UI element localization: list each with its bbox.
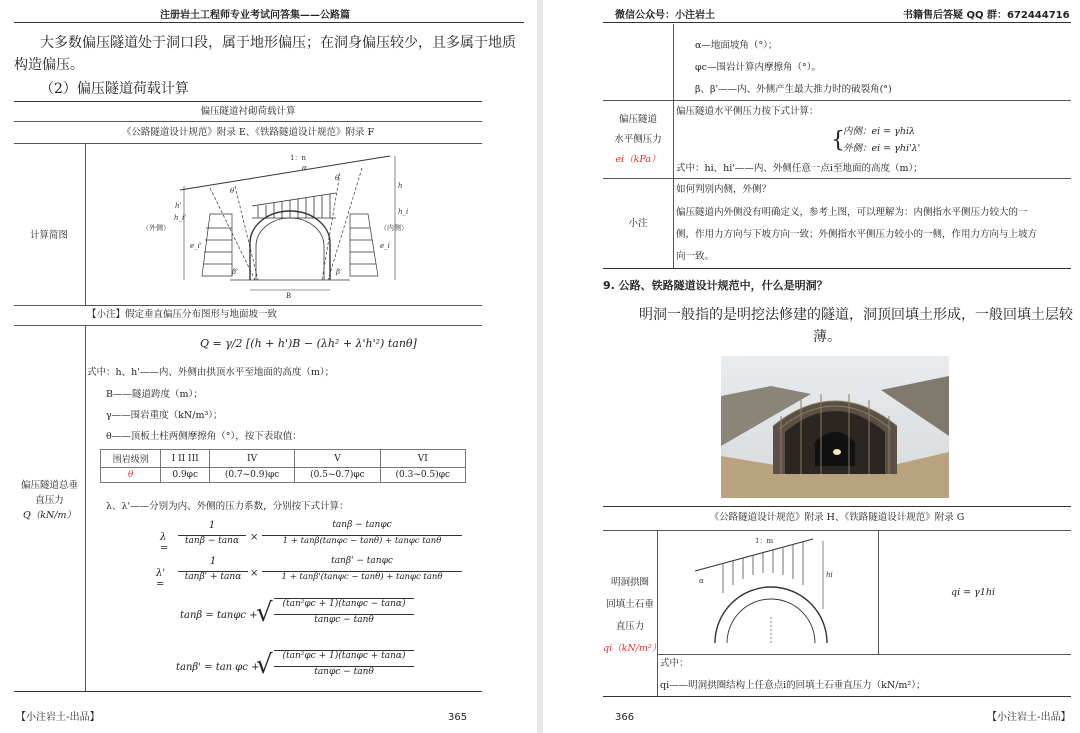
- note-question: 如何判别内侧，外侧？: [676, 184, 772, 195]
- frac-den: tanβ' + tanα: [184, 572, 242, 582]
- label-beta: β: [336, 268, 341, 276]
- label-theta-right: θ: [335, 174, 340, 182]
- theta-table-cell: (0.7~0.9)φc: [209, 468, 294, 483]
- right-lateral-pressure: [350, 214, 378, 276]
- table2-source: 《公路隧道设计规范》附录 H、《铁路隧道设计规范》附录 G: [709, 512, 965, 523]
- left-page: 注册岩土工程师专业考试问答集——公路篇 大多数偏压隧道处于洞口段，属于地形偏压；在洞身偏压较少，且多属于地质构造偏压。 （2）偏压隧道荷载计算 偏压隧道衬砌荷载计算 《公路隧道设计规范》附录 E、《铁路隧道设计规范》附录 F 计算简图 1：n α h' h h_i' h_i θ θ （外侧） （内侧） e_i' e_i β' β B 【小注】假定垂直偏压分布图形与地面坡一致 偏压隧道总垂 直压力 Q（kN/m） Q = γ/2 [(h + h')B − (λh² + λ'h'²) tanθ] 式中：h、h'——内、外侧由拱顶水平至地面的高度（m）； B——隧道跨度（m）； γ——围岩重度（kN/m³）； θ——顶板土柱两侧摩擦角（°），按下表取值： 围岩级别 I II III IV V VI θ 0.9φc (0.7~0.9)φc (0.5~0.7)φc (0.3~0.5)φc λ、λ'——分别为内、外侧的压力系数，分别按下式计算： λ = 1 tanβ − tanα × tanβ − tanφc 1 + tanβ(tanφc − tanθ) + tanφc tanθ λ' = 1 tanβ' + tanα × tanβ' − tanφc 1 + tanβ'(tanφc − tanθ) + tanφc tanθ tanβ = tanφc + √ (tan²φc + 1)(tanφc − tanα) tanφc − tanθ tanβ' = tan φc + √ (tan²φc + 1)(tanφc + tanα) tanφc − tanθ 【小注岩土-出品】 365: [0, 0, 537, 733]
- frac-num: tanβ − tanφc: [332, 520, 392, 530]
- row-e-where: 式中：hi、hi'——内、外侧任意一点i至地面的高度（m）；: [676, 163, 923, 174]
- q9-answer-line2: 薄。: [813, 329, 841, 345]
- theta-table: [100, 449, 466, 483]
- frac-num: (tan²φc + 1)(tanφc + tanα): [274, 650, 414, 661]
- formula-lhs: tanβ' = tan φc +: [176, 662, 260, 673]
- left-header-rule: [14, 22, 524, 23]
- open-cut-tunnel-photo: [721, 356, 949, 498]
- formula-Q: Q = γ/2 [(h + h')B − (λh² + λ'h'²) tanθ]: [200, 337, 417, 350]
- q9-answer-line1: 明洞一般指的是明挖法修建的隧道，洞顶回填土形成，一般回填土层较: [639, 307, 1073, 323]
- table-top-rule: [603, 506, 1071, 507]
- frac-den: tanφc − tanθ: [314, 667, 374, 677]
- table-rule: [603, 530, 1071, 531]
- frac-den: 1 + tanβ(tanφc − tanθ) + tanφc tanθ: [282, 536, 442, 546]
- row-label-Q-line2: 直压力: [35, 495, 64, 506]
- right-page: [543, 0, 1080, 733]
- theta-table-cell: (0.5~0.7)φc: [295, 468, 380, 483]
- row-label-diagram: 计算简图: [30, 230, 69, 241]
- row-label-Q: [14, 478, 85, 523]
- label-e-left: e_i': [190, 242, 202, 250]
- label-h-prime: h': [175, 202, 182, 210]
- table-top-rule: [14, 101, 482, 102]
- row-label-Q-line1: 偏压隧道总垂: [20, 480, 78, 491]
- label-theta-left: θ: [230, 187, 235, 195]
- left-column-line: [235, 186, 258, 280]
- table-rule: [657, 654, 1071, 655]
- table-col-divider: [657, 530, 658, 696]
- frac-num: (tan²φc + 1)(tanφc − tanα): [274, 598, 414, 609]
- cont-beta: β、β'——内、外侧产生最大推力时的破裂角(°): [695, 84, 892, 95]
- section-heading: （2）偏压隧道荷载计算: [40, 81, 189, 97]
- backfill-slope: [695, 539, 813, 571]
- theta-table-header: 围岩级别: [101, 450, 161, 468]
- ground-slope-line: [180, 156, 390, 190]
- right-footer-brand: 【小注岩土-出品】: [987, 712, 1071, 723]
- theta-table-header: IV: [209, 450, 294, 468]
- table-col-divider: [673, 24, 674, 268]
- row-label-e-line1: 偏压隧道: [618, 114, 657, 125]
- label-hi-left: h_i': [174, 214, 187, 222]
- left-footer-brand: 【小注岩土-出品】: [16, 712, 100, 723]
- note-answer-line2: 侧，作用力方向与下坡方向一致；外侧指水平侧压力较小的一侧，作用力方向与上坡方: [676, 229, 1038, 240]
- table-rule: [603, 178, 1071, 179]
- label-hi: hi: [826, 571, 833, 579]
- tunnel-inner: [256, 218, 324, 280]
- label-ratio: 1：n: [290, 154, 306, 162]
- frac-den: tanφc − tanθ: [314, 615, 374, 625]
- theta-table-cell: (0.3~0.5)φc: [380, 468, 465, 483]
- load-envelope: [252, 193, 336, 206]
- row-e-intro: 偏压隧道水平侧压力按下式计算：: [676, 106, 819, 117]
- table-source: 《公路隧道设计规范》附录 E、《铁路隧道设计规范》附录 F: [121, 127, 375, 138]
- label-inside: （内侧）: [380, 224, 408, 232]
- theta-table-header: I II III: [161, 450, 209, 468]
- row-label-Q-line3: Q（kN/m）: [22, 510, 77, 521]
- row-label-q: [603, 572, 662, 660]
- row-e-inner: 内侧：ei = γhiλ: [843, 126, 916, 137]
- label-h: h: [398, 182, 403, 190]
- row-q-desc: qi——明洞拱圈结构上任意点i的回填土石垂直压力（kN/m²）；: [660, 680, 926, 691]
- label-e-right: e_i: [380, 242, 390, 250]
- row-label-q-line1: 明洞拱圈: [610, 577, 649, 588]
- intro-paragraph: 大多数偏压隧道处于洞口段，属于地形偏压；在洞身偏压较少，且多属于地质构造偏压。: [14, 35, 516, 73]
- label-alpha: α: [699, 577, 704, 585]
- theta-table-cell: 0.9φc: [161, 468, 209, 483]
- row-q-where: 式中：: [660, 658, 689, 669]
- frac-den: tanβ − tanα: [184, 536, 240, 546]
- right-header-rule: [603, 22, 1071, 23]
- table-rule: [14, 305, 482, 306]
- row-label-q-line3: 直压力: [615, 621, 645, 632]
- table-rule: [603, 100, 1071, 101]
- label-beta-prime: β': [232, 268, 238, 276]
- row-q-formula: qi = γ1hi: [951, 587, 995, 598]
- row-label-e-line3: ei（kPa）: [615, 154, 661, 165]
- row-e-outer: 外侧：ei = γhi'λ': [843, 143, 921, 154]
- theta-table-header: V: [295, 450, 380, 468]
- bias-tunnel-diagram: [140, 148, 440, 300]
- frac-num: 1: [209, 556, 217, 567]
- brace: {: [831, 128, 845, 153]
- note-answer-line1: 偏压隧道内外侧没有明确定义，参考上图，可以理解为：内侧指水平侧压力较大的一: [676, 207, 1028, 218]
- table-col-divider: [85, 143, 86, 305]
- row-label-e-line2: 水平侧压力: [614, 134, 662, 145]
- where-h: 式中：h、h'——内、外侧由拱顶水平至地面的高度（m）；: [87, 367, 335, 378]
- cont-phi: φc—围岩计算内摩擦角（°）。: [695, 62, 821, 73]
- label-ratio: 1：m: [755, 537, 774, 545]
- table-bottom-rule: [603, 268, 1071, 269]
- where-theta: θ——顶板土柱两侧摩擦角（°），按下表取值：: [106, 431, 302, 442]
- diagram-note: 【小注】假定垂直偏压分布图形与地面坡一致: [87, 309, 278, 320]
- frac-num: tanβ' − tanφc: [331, 556, 393, 566]
- theta-table-cell: θ: [101, 468, 161, 483]
- cont-alpha: α—地面坡角（°）；: [695, 40, 778, 51]
- open-cut-arch-diagram: [693, 533, 843, 651]
- table-col-divider: [85, 325, 86, 691]
- where-gamma: γ——围岩重度（kN/m³）；: [106, 410, 223, 421]
- tunnel-lining: [250, 211, 330, 280]
- right-header-right: 书籍售后答疑 QQ 群：672444716: [903, 10, 1070, 21]
- where-B: B——隧道跨度（m）；: [106, 389, 203, 400]
- where-lambda: λ、λ'——分别为内、外侧的压力系数，分别按下式计算：: [106, 501, 349, 512]
- table-bottom-rule: [14, 691, 482, 692]
- row-label-q-line2: 回填土石垂: [606, 599, 654, 610]
- backfill-load-arrows: [723, 542, 803, 593]
- row-label-q-line4: qi（kN/m²）: [603, 643, 662, 654]
- right-page-number: 366: [615, 712, 635, 723]
- question-9: 9. 公路、铁路隧道设计规范中，什么是明洞？: [603, 279, 828, 292]
- left-page-number: 365: [448, 712, 468, 723]
- formula-lhs: tanβ = tanφc +: [180, 610, 258, 621]
- label-hi-right: h_i: [398, 208, 409, 216]
- left-header-title: 注册岩土工程师专业考试问答集——公路篇: [160, 10, 350, 21]
- table-col-divider: [878, 530, 879, 654]
- note-label: 小注: [628, 218, 648, 229]
- frac-num: 1: [208, 520, 216, 531]
- table-bottom-rule: [603, 696, 1071, 697]
- left-failure-plane: [210, 188, 255, 280]
- label-B: B: [286, 292, 292, 300]
- right-header-left: 微信公众号：小注岩土: [615, 10, 715, 21]
- table-title: 偏压隧道衬砌荷载计算: [200, 106, 296, 117]
- row-label-e: [603, 110, 673, 170]
- left-lateral-pressure: [202, 214, 232, 276]
- theta-table-header: VI: [380, 450, 465, 468]
- right-failure-plane: [328, 168, 362, 280]
- vertical-load-arrows: [258, 194, 330, 218]
- note-answer-line3: 向一致。: [676, 251, 715, 262]
- table-rule: [14, 121, 482, 122]
- label-alpha: α: [302, 164, 307, 172]
- label-outside: （外侧）: [142, 224, 170, 232]
- frac-den: 1 + tanβ'(tanφc − tanθ) + tanφc tanθ: [281, 572, 443, 582]
